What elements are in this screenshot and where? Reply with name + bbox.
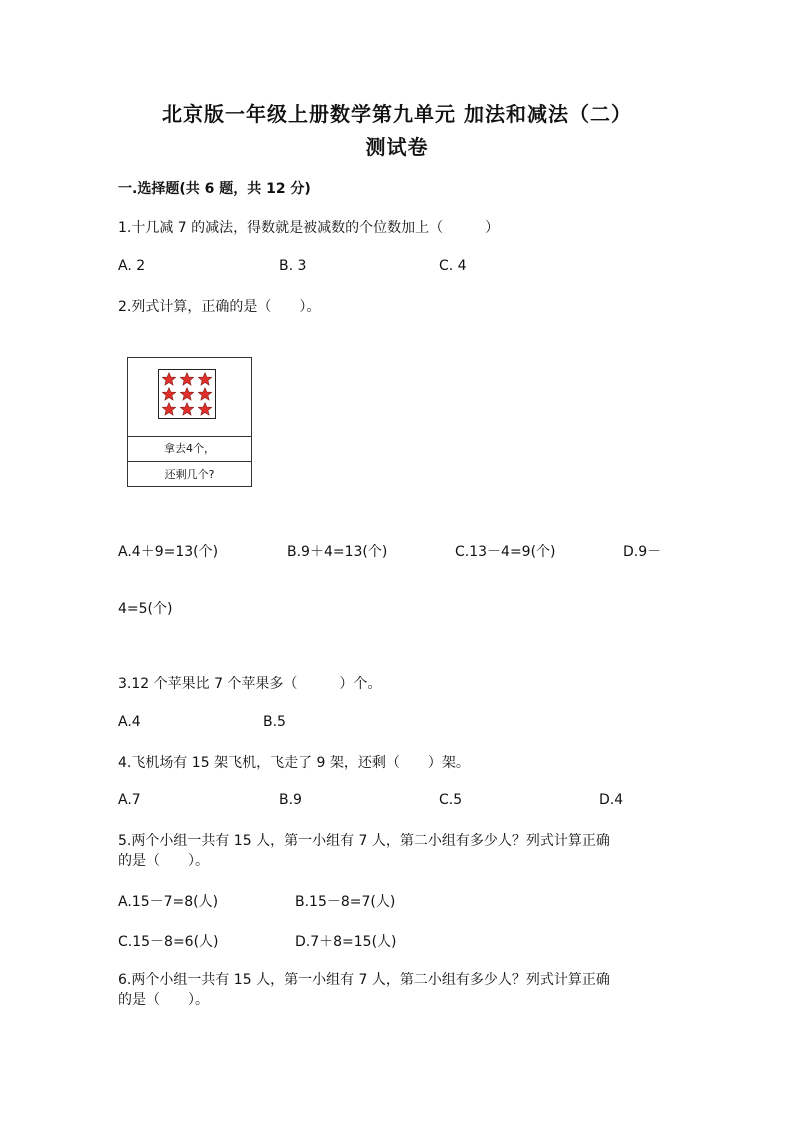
star-icon xyxy=(198,402,212,416)
question-1: 1.十几减 7 的减法，得数就是被减数的个位数加上（ ） xyxy=(118,220,500,236)
stars-grid xyxy=(158,369,216,419)
question-3: 3.12 个苹果比 7 个苹果多（ ）个。 xyxy=(118,676,382,692)
q2-option-a[interactable]: A.4＋9=13(个) xyxy=(118,544,219,560)
q5-option-b[interactable]: B.15－8=7(人) xyxy=(295,894,396,910)
q2-option-d-continued: 4=5(个) xyxy=(118,601,173,617)
q3-option-b[interactable]: B.5 xyxy=(263,714,286,730)
question-2-figure xyxy=(127,357,252,487)
q2-option-c[interactable]: C.13－4=9(个) xyxy=(455,544,556,560)
q4-option-d[interactable]: D.4 xyxy=(599,792,624,808)
page-subtitle: 测试卷 xyxy=(365,135,429,159)
question-5-line1: 5.两个小组一共有 15 人，第一小组有 7 人，第二小组有多少人？列式计算正确 xyxy=(118,833,610,849)
star-icon xyxy=(180,402,194,416)
star-icon xyxy=(162,372,176,386)
figure-caption-remaining: 还剩几个? xyxy=(164,468,215,481)
question-6-line1: 6.两个小组一共有 15 人，第一小组有 7 人，第二小组有多少人？列式计算正确 xyxy=(118,972,610,988)
section-heading: 一.选择题(共 6 题，共 12 分) xyxy=(118,181,311,197)
q1-option-b[interactable]: B. 3 xyxy=(279,258,307,274)
q5-option-d[interactable]: D.7＋8=15(人) xyxy=(295,934,397,950)
question-5-line2: 的是（ ）。 xyxy=(118,853,209,869)
star-icon xyxy=(198,387,212,401)
q4-option-a[interactable]: A.7 xyxy=(118,792,141,808)
star-icon xyxy=(198,372,212,386)
q3-option-a[interactable]: A.4 xyxy=(118,714,141,730)
q4-option-b[interactable]: B.9 xyxy=(279,792,302,808)
star-icon xyxy=(180,387,194,401)
q4-option-c[interactable]: C.5 xyxy=(439,792,463,808)
q1-option-a[interactable]: A. 2 xyxy=(118,258,146,274)
star-icon xyxy=(162,387,176,401)
q1-option-c[interactable]: C. 4 xyxy=(439,258,467,274)
q5-option-c[interactable]: C.15－8=6(人) xyxy=(118,934,219,950)
question-2: 2.列式计算，正确的是（ ）。 xyxy=(118,299,321,315)
page-title: 北京版一年级上册数学第九单元 加法和减法（二） xyxy=(162,102,632,126)
star-icon xyxy=(180,372,194,386)
question-4: 4.飞机场有 15 架飞机，飞走了 9 架，还剩（ ）架。 xyxy=(118,755,470,771)
question-6-line2: 的是（ ）。 xyxy=(118,992,209,1008)
figure-caption-take-away: 拿去4个， xyxy=(128,436,251,462)
q5-option-a[interactable]: A.15－7=8(人) xyxy=(118,894,219,910)
star-icon xyxy=(162,402,176,416)
q2-option-b[interactable]: B.9＋4=13(个) xyxy=(287,544,388,560)
q2-option-d[interactable]: D.9－ xyxy=(623,544,662,560)
